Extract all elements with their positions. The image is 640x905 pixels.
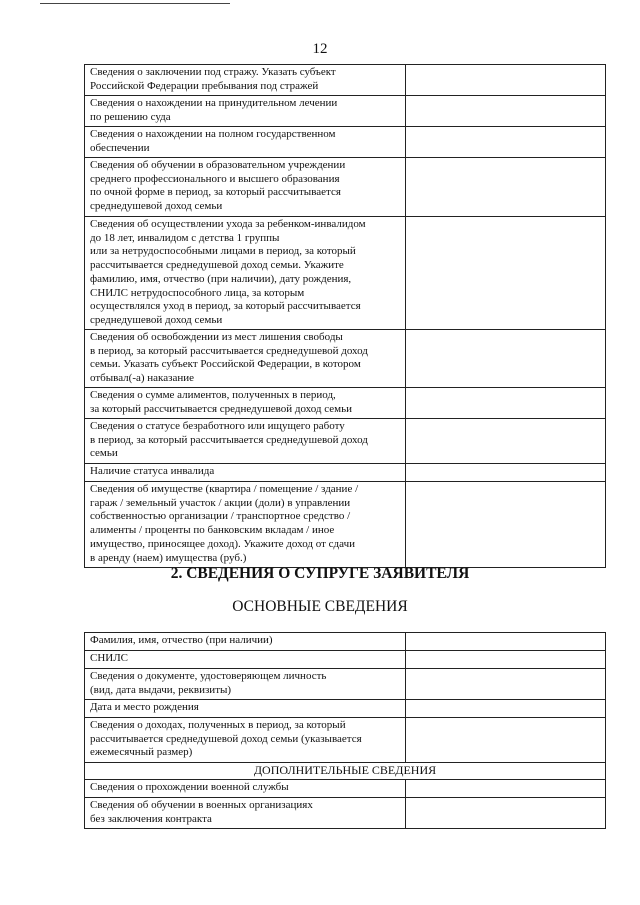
row-label: Дата и место рождения bbox=[85, 700, 406, 718]
table-row bbox=[85, 388, 606, 419]
row-label: Сведения о прохождении военной службы bbox=[85, 780, 406, 798]
row-value-field[interactable] bbox=[406, 330, 606, 388]
page-number: 12 bbox=[312, 41, 328, 57]
row-label: Сведения об обучении в военных организациях без заключения контракта bbox=[85, 798, 406, 829]
row-value-field[interactable] bbox=[406, 780, 606, 798]
row-value-field[interactable] bbox=[406, 388, 606, 419]
table-row bbox=[85, 464, 606, 482]
table-row bbox=[85, 127, 606, 158]
table-row bbox=[85, 718, 606, 763]
row-value-field[interactable] bbox=[406, 669, 606, 700]
row-label: Сведения о заключении под стражу. Указать субъект Российской Федерации пребывания под стражей bbox=[85, 65, 406, 96]
additional-info-header: ДОПОЛНИТЕЛЬНЫЕ СВЕДЕНИЯ bbox=[85, 763, 606, 780]
table-row bbox=[85, 65, 606, 96]
top-rule bbox=[40, 3, 230, 4]
row-label: Сведения о статусе безработного или ищущего работу в период, за который рассчитывается среднедушевой доход семьи bbox=[85, 419, 406, 464]
row-label: СНИЛС bbox=[85, 651, 406, 669]
table-row bbox=[85, 482, 606, 568]
row-label: Сведения о нахождении на полном государственном обеспечении bbox=[85, 127, 406, 158]
table-row bbox=[85, 217, 606, 330]
row-value-field[interactable] bbox=[406, 158, 606, 217]
row-value-field[interactable] bbox=[406, 96, 606, 127]
spouse-info-table bbox=[84, 632, 606, 829]
row-value-field[interactable] bbox=[406, 482, 606, 568]
row-value-field[interactable] bbox=[406, 65, 606, 96]
table-row bbox=[85, 798, 606, 829]
table-row bbox=[85, 669, 606, 700]
table-row bbox=[85, 780, 606, 798]
table-row bbox=[85, 651, 606, 669]
table-row bbox=[85, 158, 606, 217]
table-row bbox=[85, 419, 606, 464]
row-label: Сведения об осуществлении ухода за ребенком-инвалидом до 18 лет, инвалидом с детства 1 группы или за нетрудоспособными лицами в период, за который рассчитывается среднедушевой доход семьи. Укажите фамилию, имя, отчество (при наличии), дату рождения, СНИЛС нетрудоспособного лица, за которым осуществлялся уход в период, за который рассчитывается среднедушевой доход семьи bbox=[85, 217, 406, 330]
row-value-field[interactable] bbox=[406, 651, 606, 669]
section-title: 2. СВЕДЕНИЯ О СУПРУГЕ ЗАЯВИТЕЛЯ bbox=[170, 565, 470, 582]
additional-info-header-row bbox=[85, 763, 606, 780]
table-row bbox=[85, 330, 606, 388]
row-label: Сведения о сумме алиментов, полученных в период, за который рассчитывается среднедушевой доход семьи bbox=[85, 388, 406, 419]
row-value-field[interactable] bbox=[406, 798, 606, 829]
row-label: Фамилия, имя, отчество (при наличии) bbox=[85, 633, 406, 651]
row-label: Сведения об освобождении из мест лишения свободы в период, за который рассчитывается среднедушевой доход семьи. Указать субъект Российской Федерации, в котором отбывал(-а) наказание bbox=[85, 330, 406, 388]
row-value-field[interactable] bbox=[406, 464, 606, 482]
row-label: Сведения об имуществе (квартира / помещение / здание / гараж / земельный участок / акции (доли) в управлении собственностью организации / транспортное средство / алименты / проценты по банковским вкладам / иное имущество, приносящее доход). Укажите доход от сдачи в аренду (наем) имущества (руб.) bbox=[85, 482, 406, 568]
row-label: Сведения о документе, удостоверяющем личность (вид, дата выдачи, реквизиты) bbox=[85, 669, 406, 700]
row-value-field[interactable] bbox=[406, 217, 606, 330]
section-subtitle: ОСНОВНЫЕ СВЕДЕНИЯ bbox=[232, 598, 408, 615]
row-label: Сведения о доходах, полученных в период, за который рассчитывается среднедушевой доход семьи (указывается ежемесячный размер) bbox=[85, 718, 406, 763]
table-row bbox=[85, 700, 606, 718]
row-value-field[interactable] bbox=[406, 127, 606, 158]
applicant-info-table bbox=[84, 64, 606, 568]
row-label: Сведения об обучении в образовательном учреждении среднего профессионального и высшего образования по очной форме в период, за который рассчитывается среднедушевой доход семьи bbox=[85, 158, 406, 217]
row-value-field[interactable] bbox=[406, 718, 606, 763]
row-label: Сведения о нахождении на принудительном лечении по решению суда bbox=[85, 96, 406, 127]
table-row bbox=[85, 633, 606, 651]
row-value-field[interactable] bbox=[406, 700, 606, 718]
row-label: Наличие статуса инвалида bbox=[85, 464, 406, 482]
table-row bbox=[85, 96, 606, 127]
row-value-field[interactable] bbox=[406, 419, 606, 464]
row-value-field[interactable] bbox=[406, 633, 606, 651]
